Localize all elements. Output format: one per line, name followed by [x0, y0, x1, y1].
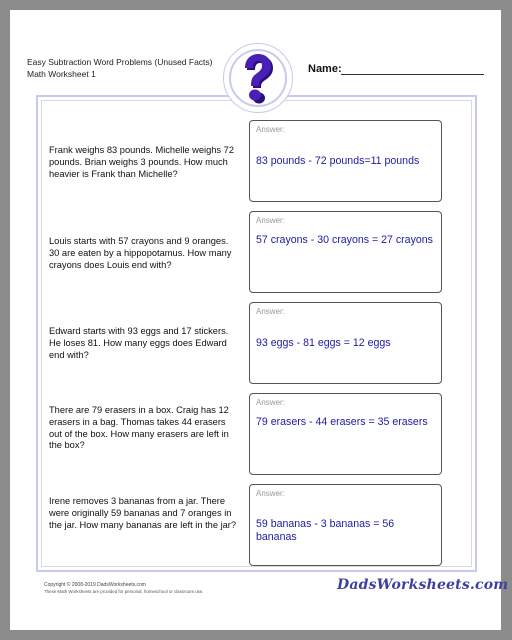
answer-label: Answer:	[256, 489, 285, 498]
answer-text: 59 bananas - 3 bananas = 56 bananas	[256, 518, 395, 543]
name-label: Name:	[308, 63, 342, 75]
question-text: Edward starts with 93 eggs and 17 stickers. He loses 81. How many eggs does Edward end with?	[49, 326, 229, 360]
worksheet-subtitle: Math Worksheet 1	[27, 69, 96, 79]
name-line	[341, 74, 484, 75]
answer-text: 83 pounds - 72 pounds=11 pounds	[256, 155, 420, 167]
answer-box	[249, 393, 442, 475]
answer-label: Answer:	[256, 398, 285, 407]
answer-box	[249, 120, 442, 202]
answer-box	[249, 484, 442, 566]
brand-logo: DadsWorksheets.com	[337, 577, 509, 593]
answer-label: Answer:	[256, 125, 285, 134]
answer-label: Answer:	[256, 307, 285, 316]
answer-text: 93 eggs - 81 eggs = 12 eggs	[256, 337, 391, 349]
footer-note: These Math Worksheets are provided for personal, homeschool or classroom use.	[44, 589, 204, 594]
question-text: Louis starts with 57 crayons and 9 oranges. 30 are eaten by a hippopotamus. How many crayons does Louis end with?	[49, 236, 232, 270]
worksheet-title: Easy Subtraction Word Problems (Unused Facts)	[27, 57, 213, 67]
answer-box	[249, 211, 442, 293]
answer-text: 79 erasers - 44 erasers = 35 erasers	[256, 416, 428, 428]
question-text: Irene removes 3 bananas from a jar. There were originally 59 bananas and 7 oranges in the jar. How many bananas are left in the jar?	[49, 496, 237, 530]
answer-box	[249, 302, 442, 384]
question-mark-icon	[237, 52, 277, 104]
footer-copyright: Copyright © 2008-2019 DadsWorksheets.com	[44, 582, 146, 588]
question-text: Frank weighs 83 pounds. Michelle weighs 72 pounds. Brian weighs 3 pounds. How much heavier is Frank than Michelle?	[49, 145, 235, 179]
question-text: There are 79 erasers in a box. Craig has 12 erasers in a bag. Thomas takes 44 erasers out of the box. How many erasers are left in the box?	[49, 405, 229, 451]
answer-text: 57 crayons - 30 crayons = 27 crayons	[256, 234, 433, 246]
answer-label: Answer:	[256, 216, 285, 225]
